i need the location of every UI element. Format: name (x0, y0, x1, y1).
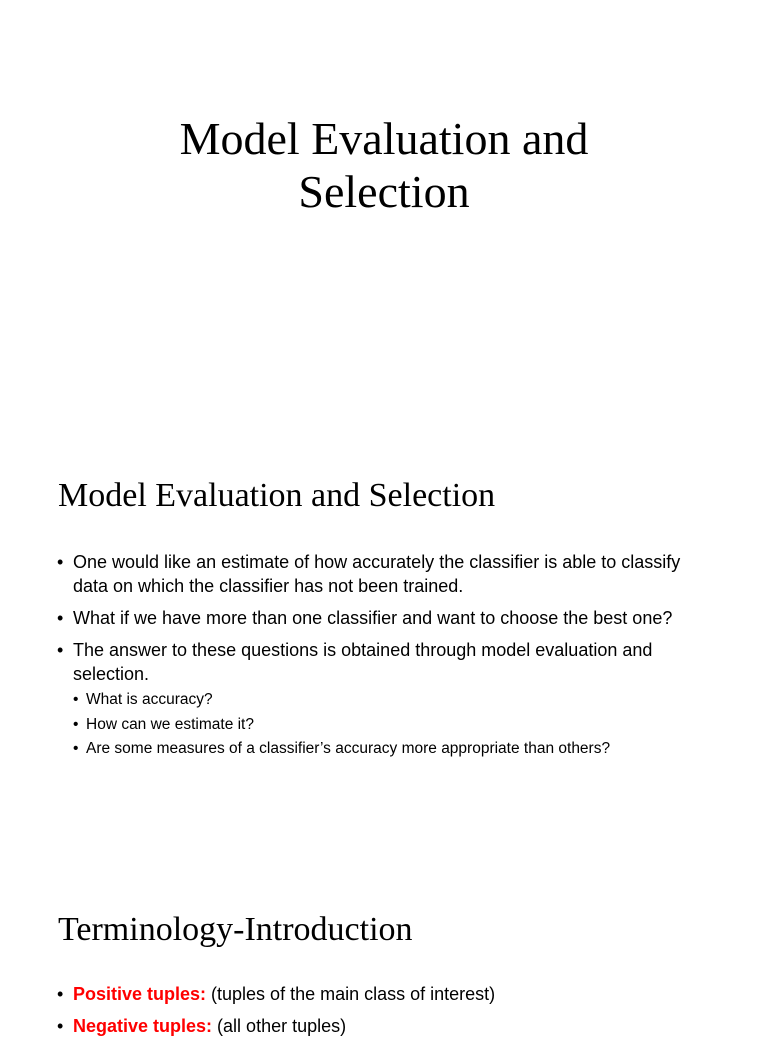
bullet-list (56, 982, 720, 1046)
content-slide-evaluation (0, 432, 768, 864)
slide-heading: Model Evaluation and Selection (58, 477, 496, 514)
bullet-list (56, 550, 720, 770)
sub-bullet-list (73, 688, 720, 762)
bullet-item (56, 638, 720, 762)
main-title-line-2: Selection (298, 166, 470, 217)
bullet-item: • One would like an estimate of how accurately the classifier is able to classify data on which the classifier has not been trained. (56, 550, 720, 598)
sub-bullet-item: • What is accuracy? (73, 688, 720, 713)
content-slide-terminology (0, 864, 768, 1036)
main-title (0, 112, 768, 218)
term-label: Negative tuples: (73, 1016, 213, 1036)
title-slide (0, 0, 768, 432)
bullet-item (56, 982, 720, 1006)
bullet-item: • What if we have more than one classifier and want to choose the best one? (56, 606, 720, 630)
sub-bullet-item: • How can we estimate it? (73, 713, 720, 738)
sub-bullet-item: • Are some measures of a classifier’s accuracy more appropriate than others? (73, 737, 720, 762)
bullet-item (56, 1014, 720, 1038)
term-description: (tuples of the main class of interest) (206, 984, 496, 1004)
main-title-line-1: Model Evaluation and (179, 113, 589, 164)
term-label: Positive tuples: (73, 984, 207, 1004)
term-description: (all other tuples) (212, 1016, 347, 1036)
bullet-text: The answer to these questions is obtained through model evaluation and selection. (73, 640, 653, 684)
slide-heading: Terminology-Introduction (58, 911, 413, 948)
